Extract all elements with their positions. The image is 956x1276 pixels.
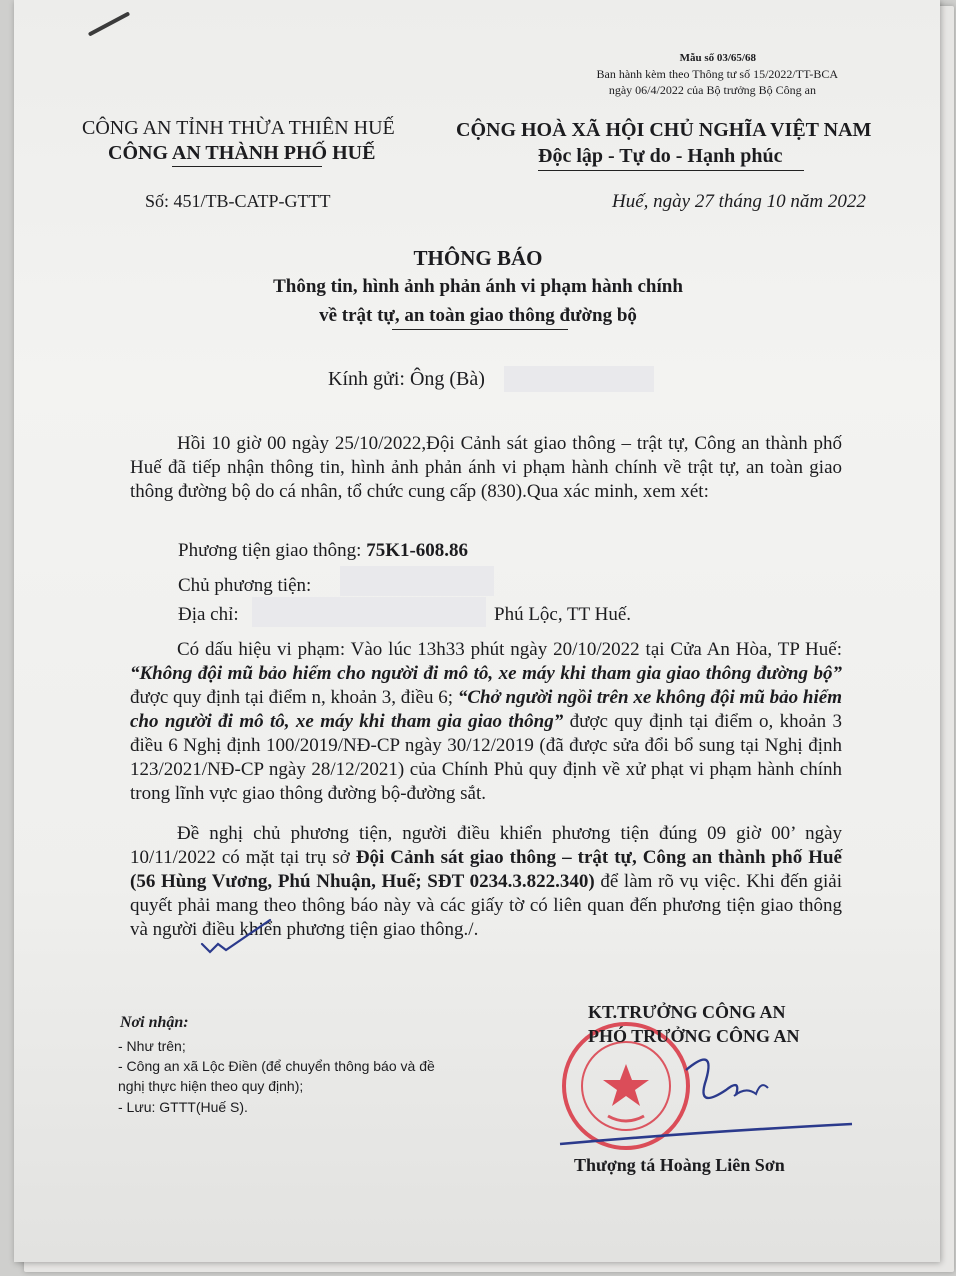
org-line-2: CÔNG AN THÀNH PHỐ HUẾ xyxy=(108,142,376,164)
motto-underline xyxy=(538,170,804,171)
national-title: CỘNG HOÀ XÃ HỘI CHỦ NGHĨA VIỆT NAM xyxy=(456,119,872,141)
redaction-address xyxy=(252,597,486,627)
document-subtitle-1: Thông tin, hình ảnh phản ánh vi phạm hành chính xyxy=(273,276,683,297)
document-number: Số: 451/TB-CATP-GTTT xyxy=(145,191,331,211)
request-text-1: Đề nghị chủ phương tiện, người điều khiển phương tiện đúng 09 giờ 00’ ngày 10/11/2022 có mặt tại trụ sở xyxy=(130,823,842,868)
violation-text-3: được quy định tại điểm o, khoản 3 điều 6 Nghị định 100/2019/NĐ-CP ngày 30/12/2019 (đã được sửa đổi bổ sung tại Nghị định 123/2021/NĐ-CP ngày 28/12/2021) của Chính Phủ quy định về xử phạt vi phạm hành chính trong lĩnh vực giao thông đường bộ-đường sắt. xyxy=(130,711,842,804)
recipients-heading: Nơi nhận: xyxy=(120,1014,189,1031)
handwritten-signature xyxy=(556,1040,856,1150)
place-date: Huế, ngày 27 tháng 10 năm 2022 xyxy=(612,191,866,212)
request-text-2: để làm rõ vụ việc. Khi đến giải quyết phải mang theo thông báo này và các giấy tờ có liên quan đến phương tiện giao thông và người điều khiển phương tiện giao thông./. xyxy=(130,871,842,940)
redaction-recipient-name xyxy=(504,366,654,392)
violation-text-1: Có dấu hiệu vi phạm: Vào lúc 13h33 phút ngày 20/10/2022 tại Cửa An Hòa, TP Huế: xyxy=(177,639,842,660)
recipient-item: - Như trên; xyxy=(118,1038,186,1054)
form-number: Mẫu số 03/65/68 xyxy=(679,52,756,64)
intro-text: Hồi 10 giờ 00 ngày 25/10/2022,Đội Cảnh sát giao thông – trật tự, Công an thành phố Huế đã tiếp nhận thông tin, hình ảnh phản ánh vi phạm hành chính về trật tự, an toàn giao thông đường bộ do cá nhân, tổ chức cung cấp (830).Qua xác minh, xem xét: xyxy=(130,433,842,502)
address-value: Phú Lộc, TT Huế. xyxy=(494,604,632,625)
pen-check-mark xyxy=(196,916,276,966)
violation-paragraph xyxy=(130,638,842,806)
greeting: Kính gửi: Ông (Bà) xyxy=(328,368,485,390)
vehicle-label: Phương tiện giao thông: xyxy=(178,540,367,561)
document-subtitle-2: về trật tự, an toàn giao thông đường bộ xyxy=(319,305,637,326)
org-line-1: CÔNG AN TỈNH THỪA THIÊN HUẾ xyxy=(82,117,395,139)
violation-quote-1: “Không đội mũ bảo hiểm cho người đi mô tô, xe máy khi tham gia giao thông đường bộ” xyxy=(130,663,842,684)
signer-name: Thượng tá Hoàng Liên Sơn xyxy=(574,1155,785,1175)
document-title: THÔNG BÁO xyxy=(413,246,543,270)
violation-text-2: được quy định tại điểm n, khoản 3, điều 6; xyxy=(130,687,458,708)
request-office: Đội Cảnh sát giao thông – trật tự, Công an thành phố Huế (56 Hùng Vương, Phú Nhuận, Huế; SĐT 0234.3.822.340) xyxy=(130,847,842,892)
redaction-owner xyxy=(340,566,494,596)
signature-title-1: KT.TRƯỞNG CÔNG AN xyxy=(588,1002,786,1022)
form-issued-date: ngày 06/4/2022 của Bộ trưởng Bộ Công an xyxy=(608,83,816,97)
recipient-item: - Công an xã Lộc Điền (để chuyển thông báo và đề xyxy=(118,1058,435,1074)
vehicle-field xyxy=(178,540,468,562)
national-motto: Độc lập - Tự do - Hạnh phúc xyxy=(538,145,783,167)
owner-label: Chủ phương tiện: xyxy=(178,575,312,596)
address-label: Địa chỉ: xyxy=(178,604,239,625)
subtitle-underline xyxy=(392,329,568,330)
intro-paragraph xyxy=(130,432,842,504)
violation-quote-2: “Chở người ngồi trên xe không đội mũ bảo hiểm cho người đi mô tô, xe máy khi tham gia giao thông” xyxy=(130,687,842,732)
form-issued-by: Ban hành kèm theo Thông tư số 15/2022/TT-BCA xyxy=(596,67,838,81)
signature-title-2: PHÓ TRƯỞNG CÔNG AN xyxy=(588,1026,800,1046)
vehicle-plate: 75K1-608.86 xyxy=(366,540,469,561)
org-underline xyxy=(172,166,322,167)
recipient-item: nghị thực hiện theo quy định); xyxy=(118,1078,304,1094)
recipient-item: - Lưu: GTTT(Huế S). xyxy=(118,1099,248,1115)
